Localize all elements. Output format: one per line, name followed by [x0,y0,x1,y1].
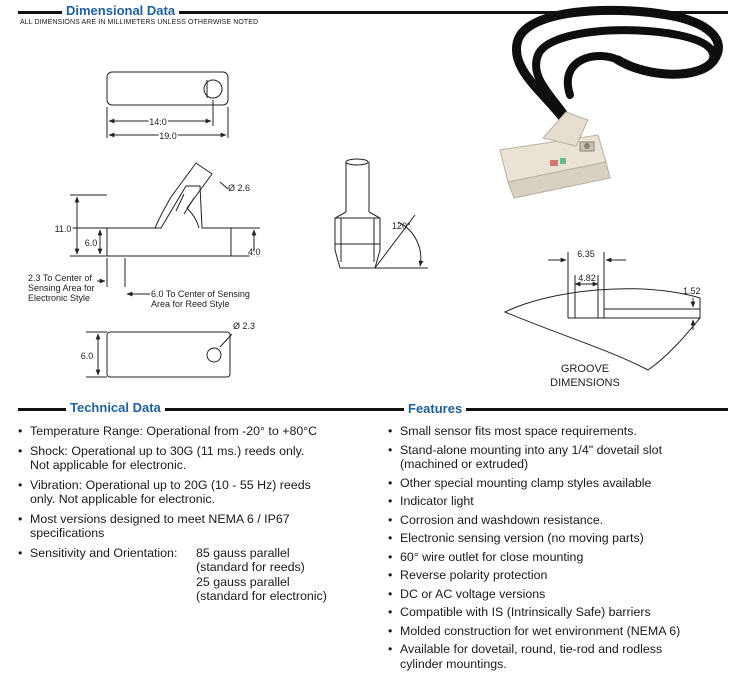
section-title-technical: Technical Data [66,400,165,415]
list-item-line: specifications [30,526,105,540]
bottom-view-outline [86,332,232,377]
list-item-line: • Small sensor fits most space requirements. [400,424,637,438]
list-item-line: • Shock: Operational up to 30G (11 ms.) reeds only. [30,443,305,458]
list-item-line: • DC or AC voltage versions [400,586,546,601]
front-view-angle: 120° [392,221,411,231]
list-item-line: (machined or extruded) [400,457,529,471]
top-view-dim-inner: 14.0 [149,117,167,127]
list-item [388,624,728,639]
list-item [388,424,728,439]
list-item-line: • Temperature Range: Operational from -20° to +80°C [30,424,318,438]
list-item [18,512,390,541]
sensitivity-value: (standard for reeds) [196,560,305,574]
list-item-line: Not applicable for electronic. [30,458,187,472]
list-item-line: • Corrosion and washdown resistance. [400,512,604,527]
front-view-outline [335,159,428,268]
list-item [388,568,728,583]
list-item [18,478,390,507]
list-item-line: • Available for dovetail, round, tie-rod and rodless [400,642,663,656]
list-item-line: • Stand-alone mounting into any 1/4" dovetail slot [400,442,663,457]
list-item [388,550,728,565]
list-item-line: • Reverse polarity protection [400,568,548,582]
callout-reed-line-2: Area for Reed Style [151,299,230,309]
list-item-line: only. Not applicable for electronic. [30,492,216,506]
callout-reed-line-1: 6.0 To Center of Sensing [151,289,250,299]
callout-electronic-line-2: Sensing Area for [28,283,95,293]
section-title-features: Features [404,401,466,416]
list-item-line: • Vibration: Operational up to 20G (10 - 55 Hz) reeds [30,477,311,492]
top-view-dim-outer: 19.0 [159,131,177,141]
list-item-line: cylinder mountings. [400,656,507,671]
list-item [388,443,728,472]
sensitivity-values [196,546,327,604]
sensitivity-value: 85 gauss parallel [196,545,290,560]
groove-caption-line-1: GROOVE [560,363,610,375]
list-item-line: • Molded construction for wet environment (NEMA 6) [400,623,681,638]
sensitivity-label: • Sensitivity and Orientation: [30,545,178,560]
list-item [18,444,390,473]
groove-dim-inner: 4.82 [578,273,596,283]
list-item [18,424,390,439]
list-item-sensitivity [18,546,390,604]
bottom-view-dim-hole: Ø 2.3 [233,321,256,331]
list-item [388,587,728,602]
list-item [388,494,728,509]
sensitivity-value: 25 gauss parallel [196,574,290,589]
list-item [388,476,728,491]
side-view-outline [70,163,260,287]
side-view-dim-height: 11.0 [54,224,72,234]
side-view-dim-right: 4.0 [248,247,261,257]
side-view-dim-wire: Ø 2.6 [228,183,251,193]
list-item [388,513,728,528]
callout-electronic-line-3: Electronic Style [28,293,91,303]
bottom-view-dim-height: 6.0 [80,351,94,361]
list-item [388,605,728,620]
side-view-dim-body: 6.0 [84,238,98,248]
list-item-line: • Most versions designed to meet NEMA 6 / IP67 [30,511,290,526]
top-view-outline [107,72,228,138]
groove-dim-depth: 1.52 [683,286,701,296]
list-item-line: • Indicator light [400,494,474,508]
list-item-line: • 60° wire outlet for close mounting [400,549,584,564]
list-item-line: • Compatible with IS (Intrinsically Safe) barriers [400,605,651,619]
groove-dim-top: 6.35 [577,249,595,259]
technical-list [18,424,390,609]
list-item [388,531,728,546]
features-list [388,424,728,675]
list-item [388,642,728,671]
groove-caption-line-2: DIMENSIONS [550,377,620,389]
list-item-line: • Other special mounting clamp styles available [400,475,652,490]
callout-electronic-line-1: 2.3 To Center of [28,273,92,283]
sensor-photo [488,0,734,205]
list-item-line: • Electronic sensing version (no moving parts) [400,531,644,545]
groove-outline [505,252,700,370]
units-note: ALL DIMENSIONS ARE IN MILLIMETERS UNLESS OTHERWISE NOTED [20,19,259,26]
section-title-dimensional: Dimensional Data [62,3,179,18]
sensitivity-value: (standard for electronic) [196,589,327,603]
